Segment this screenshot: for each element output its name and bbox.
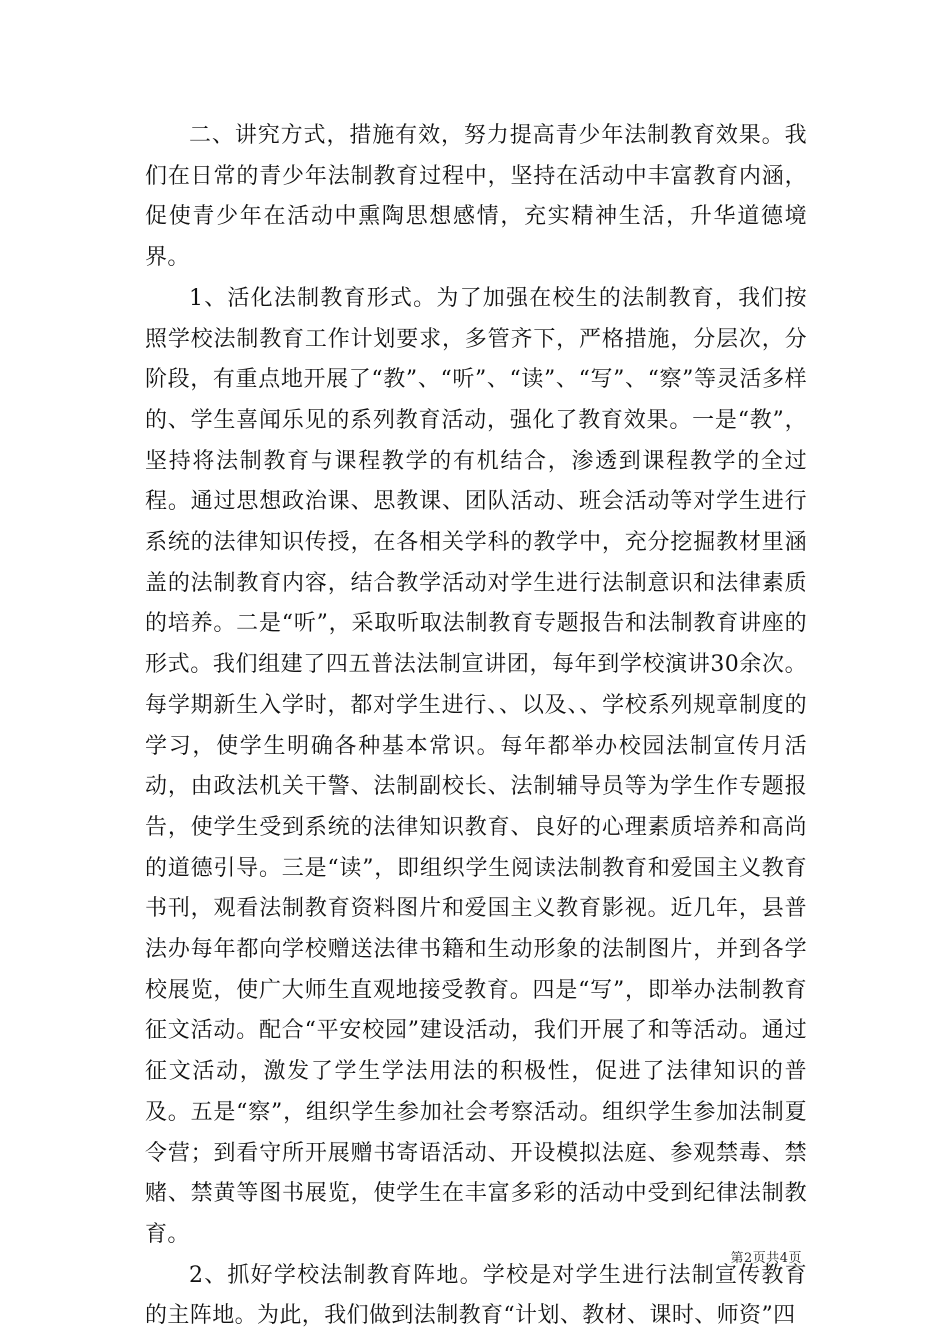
document-body (145, 116, 807, 1337)
paragraph-item-one: 1、活化法制教育形式。为了加强在校生的法制教育，我们按照学校法制教育工作计划要求，多管齐下，严格措施，分层次，分阶段，有重点地开展了“教”、“听”、“读”、“写”、“察”等灵活多样的、学生喜闻乐见的系列教育活动，强化了教育效果。一是“教”，坚持将法制教育与课程教学的有机结合，渗透到课程教学的全过程。通过思想政治课、思教课、团队活动、班会活动等对学生进行系统的法律知识传授，在各相关学科的教学中，充分挖掘教材里涵盖的法制教育内容，结合教学活动对学生进行法制意识和法律素质的培养。二是“听”，采取听取法制教育专题报告和法制教育讲座的形式。我们组建了四五普法法制宣讲团，每年到学校演讲30余次。每学期新生入学时，都对学生进行、、以及、、学校系列规章制度的学习，使学生明确各种基本常识。每年都举办校园法制宣传月活动，由政法机关干警、法制副校长、法制辅导员等为学生作专题报告，使学生受到系统的法律知识教育、良好的心理素质培养和高尚的道德引导。三是“读”，即组织学生阅读法制教育和爱国主义教育书刊，观看法制教育资料图片和爱国主义教育影视。近几年，县普法办每年都向学校赠送法律书籍和生动形象的法制图片，并到各学校展览，使广大师生直观地接受教育。四是“写”，即举办法制教育征文活动。配合“平安校园”建设活动，我们开展了和等活动。通过征文活动，激发了学生学法用法的积极性，促进了法律知识的普及。五是“察”，组织学生参加社会考察活动。组织学生参加法制夏令营；到看守所开展赠书寄语活动、开设模拟法庭、参观禁毒、禁赌、禁黄等图书展览，使学生在丰富多彩的活动中受到纪律法制教育。 (145, 285, 807, 1247)
paragraph-item-two: 2、抓好学校法制教育阵地。学校是对学生进行法制宣传教育的主阵地。为此，我们做到法制教育“计划、教材、课时、师资”四 (145, 1262, 807, 1329)
page-number-footer: 第2页共4页 (730, 1251, 802, 1266)
paragraph-section-two-intro: 二、讲究方式，措施有效，努力提高青少年法制教育效果。我们在日常的青少年法制教育过程中，坚持在活动中丰富教育内涵，促使青少年在活动中熏陶思想感情，充实精神生活，升华道德境界。 (145, 123, 807, 271)
